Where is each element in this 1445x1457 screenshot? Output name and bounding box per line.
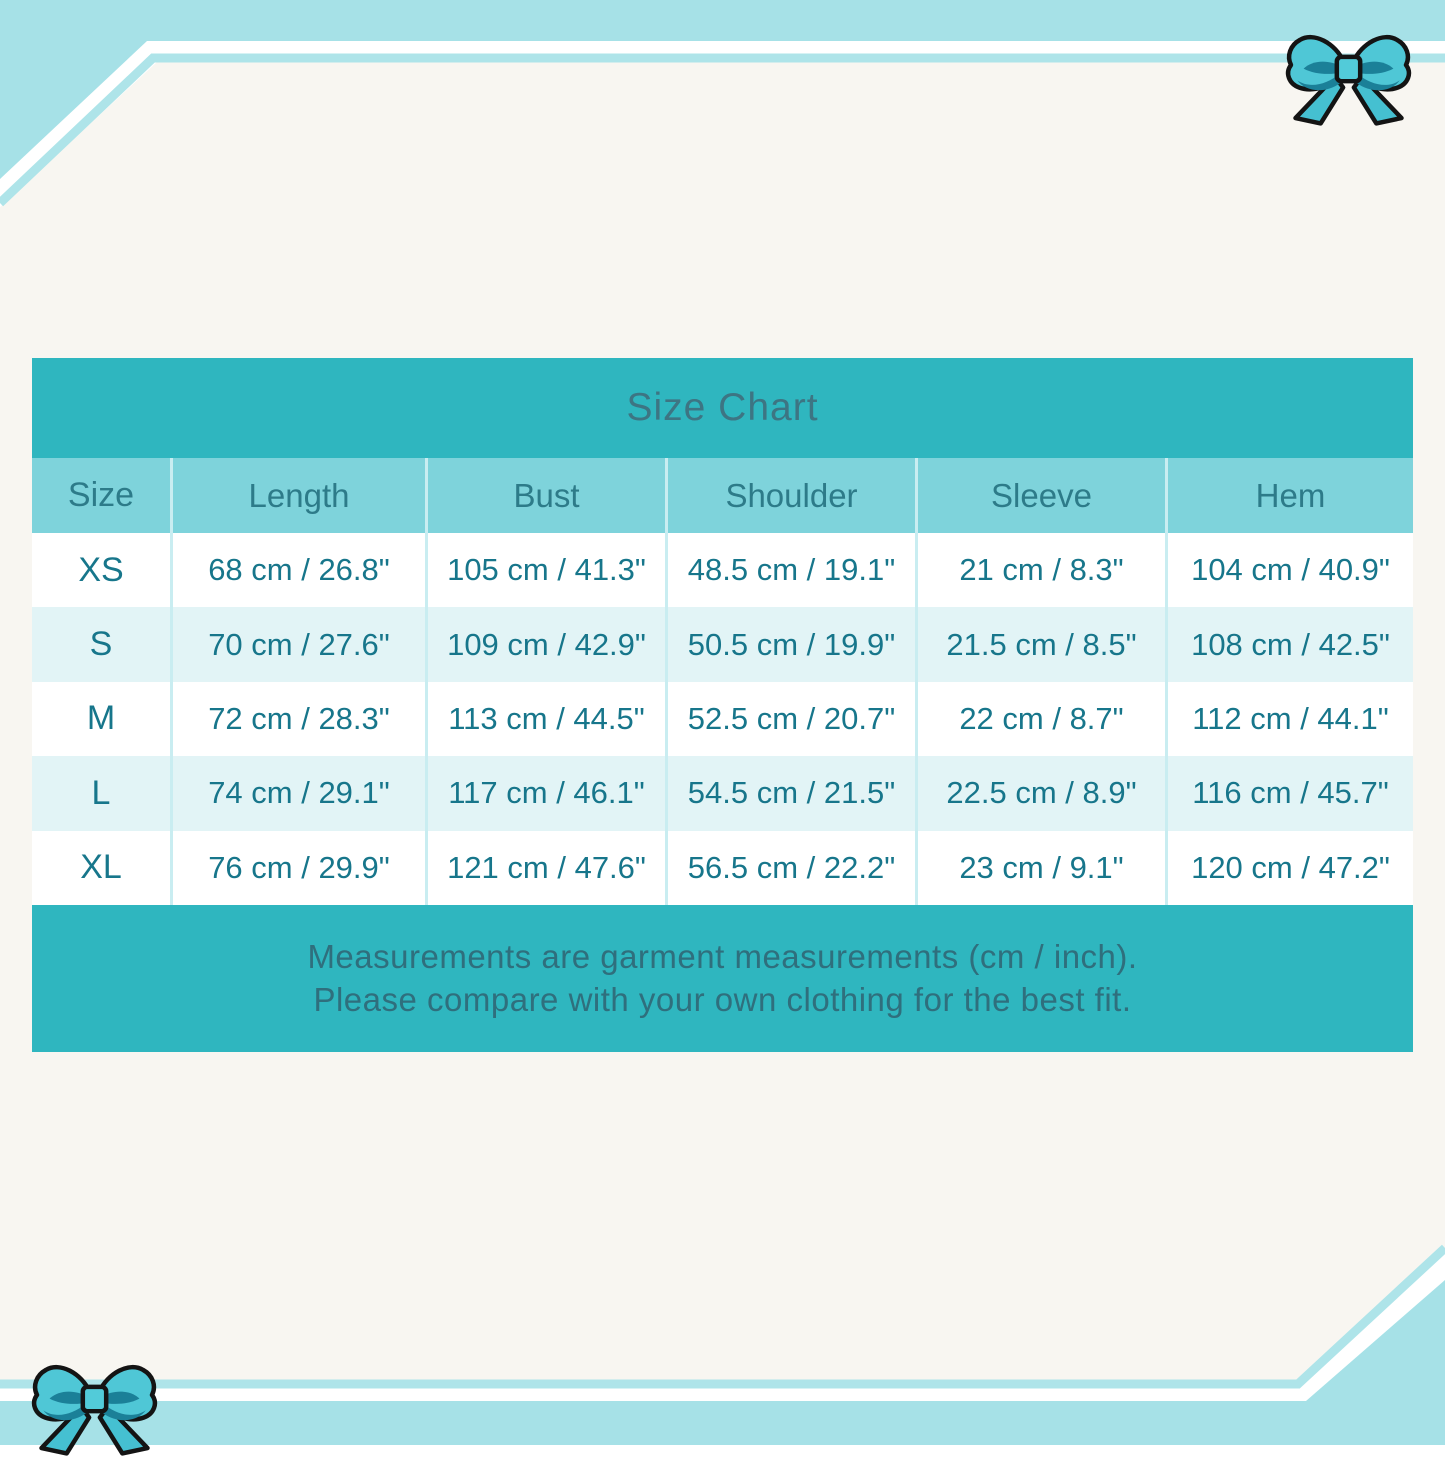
column-header-hem: Hem <box>1165 458 1413 533</box>
size-label: XL <box>80 848 122 887</box>
bow-icon <box>26 1351 163 1457</box>
table-footnote <box>32 905 1413 1052</box>
length-value: 68 cm / 26.8" <box>170 533 425 607</box>
size-label: XS <box>78 550 124 589</box>
size-label: S <box>89 625 113 664</box>
bust-value: 113 cm / 44.5" <box>425 682 665 756</box>
bust-value: 105 cm / 41.3" <box>425 533 665 607</box>
shoulder-value: 56.5 cm / 22.2" <box>665 831 915 905</box>
size-label: M <box>86 699 116 738</box>
bust-value: 117 cm / 46.1" <box>425 756 665 830</box>
shoulder-value: 52.5 cm / 20.7" <box>665 682 915 756</box>
bow-knot <box>1337 57 1360 81</box>
bow-icon <box>1280 21 1417 127</box>
length-value: 76 cm / 29.9" <box>170 831 425 905</box>
bust-value: 109 cm / 42.9" <box>425 607 665 681</box>
table-row-s <box>32 607 1413 681</box>
hem-value: 112 cm / 44.1" <box>1165 682 1413 756</box>
table-row-xs <box>32 533 1413 607</box>
column-header-shoulder: Shoulder <box>665 458 915 533</box>
column-header-bust: Bust <box>425 458 665 533</box>
shoulder-value: 54.5 cm / 21.5" <box>665 756 915 830</box>
footnote-line: Measurements are garment measurements (cm / inch). <box>307 938 1138 976</box>
bow-knot <box>83 1387 106 1411</box>
table-row-m <box>32 682 1413 756</box>
bust-value: 121 cm / 47.6" <box>425 831 665 905</box>
hem-value: 108 cm / 42.5" <box>1165 607 1413 681</box>
sleeve-value: 22 cm / 8.7" <box>915 682 1165 756</box>
column-header-size: Size <box>67 476 135 514</box>
footnote-line: Please compare with your own clothing for the best fit. <box>313 981 1132 1019</box>
hem-value: 120 cm / 47.2" <box>1165 831 1413 905</box>
length-value: 74 cm / 29.1" <box>170 756 425 830</box>
column-header-length: Length <box>170 458 425 533</box>
length-value: 72 cm / 28.3" <box>170 682 425 756</box>
table-title: Size Chart <box>32 358 1413 458</box>
column-header-sleeve: Sleeve <box>915 458 1165 533</box>
table-row-xl <box>32 831 1413 905</box>
sleeve-value: 23 cm / 9.1" <box>915 831 1165 905</box>
sleeve-value: 21 cm / 8.3" <box>915 533 1165 607</box>
sleeve-value: 21.5 cm / 8.5" <box>915 607 1165 681</box>
length-value: 70 cm / 27.6" <box>170 607 425 681</box>
size-chart-table <box>32 358 1413 1052</box>
hem-value: 116 cm / 45.7" <box>1165 756 1413 830</box>
hem-value: 104 cm / 40.9" <box>1165 533 1413 607</box>
sleeve-value: 22.5 cm / 8.9" <box>915 756 1165 830</box>
table-row-l <box>32 756 1413 830</box>
shoulder-value: 50.5 cm / 19.9" <box>665 607 915 681</box>
table-header-row <box>32 458 1413 533</box>
shoulder-value: 48.5 cm / 19.1" <box>665 533 915 607</box>
size-label: L <box>91 773 111 812</box>
